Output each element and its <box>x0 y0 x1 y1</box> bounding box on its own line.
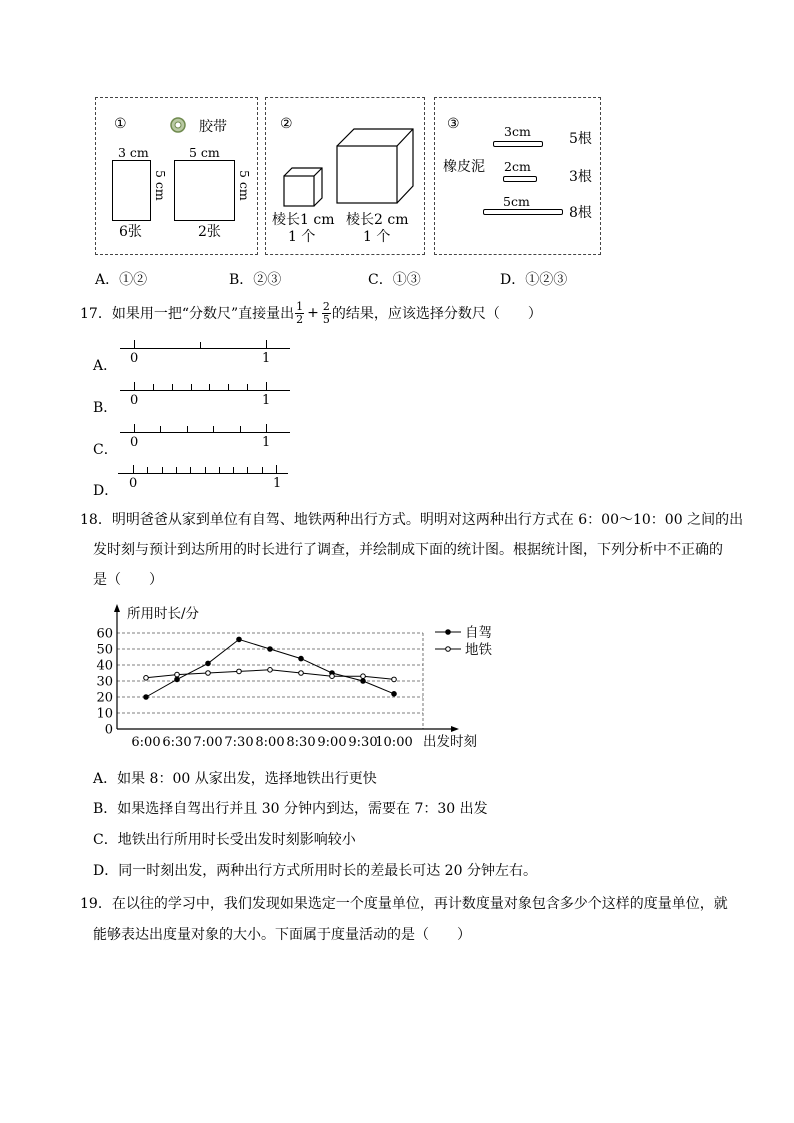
ruler-tick <box>162 467 163 473</box>
ruler-tick <box>213 426 214 432</box>
ruler-option-b[interactable] <box>93 380 303 416</box>
x-tick-label: 10:00 <box>375 735 413 750</box>
legend-label: 地铁 <box>465 642 492 658</box>
ruler-tick <box>153 384 154 390</box>
q16-option-b[interactable]: B．②③ <box>229 272 282 288</box>
ruler-tick <box>187 426 188 432</box>
y-tick-label: 0 <box>104 722 113 738</box>
ruler-b-one: 1 <box>262 393 271 408</box>
ruler-tick <box>200 342 201 348</box>
ruler-tick <box>266 340 267 348</box>
data-point <box>144 676 149 681</box>
data-point <box>392 677 397 682</box>
ruler-tick <box>176 467 177 473</box>
data-point <box>175 672 180 677</box>
x-tick-label: 8:30 <box>286 735 316 750</box>
ruler-tick <box>134 340 135 348</box>
stick-length-3cm: 3cm <box>504 124 531 139</box>
q17-plus: + <box>307 305 319 321</box>
small-rect-top-label: 3 cm <box>118 145 149 160</box>
q16-option-a[interactable]: A．①② <box>95 272 148 288</box>
big-cube-count: 1 个 <box>363 229 391 245</box>
ruler-d-one: 1 <box>273 476 282 491</box>
data-point <box>330 674 335 679</box>
ruler-tick <box>233 467 234 473</box>
stick-5cm <box>483 209 563 215</box>
y-tick-label: 40 <box>96 658 113 674</box>
chart-legend <box>435 625 492 658</box>
ruler-tick <box>266 382 267 390</box>
x-tick-label: 7:30 <box>224 735 254 750</box>
box3-number: ③ <box>447 116 460 132</box>
ruler-d-zero: 0 <box>129 476 138 491</box>
small-rect-count: 6张 <box>119 224 142 240</box>
travel-time-line-chart <box>93 600 493 750</box>
x-tick-label: 6:30 <box>162 735 192 750</box>
x-tick-label: 9:30 <box>348 735 378 750</box>
chart-x-axis-label: 出发时刻 <box>423 734 477 750</box>
ruler-tick <box>219 467 220 473</box>
frac2-denominator: 5 <box>322 312 330 326</box>
y-tick-label: 60 <box>96 626 113 642</box>
ruler-tick <box>172 384 173 390</box>
q16-option-c[interactable]: C．①③ <box>368 272 421 288</box>
frac2-numerator: 2 <box>322 299 330 313</box>
ruler-tick <box>134 382 135 390</box>
y-axis-arrow <box>114 604 120 612</box>
small-cube <box>284 168 322 206</box>
data-point <box>206 671 211 676</box>
ruler-tick <box>209 384 210 390</box>
chart-x-tick-labels <box>131 735 412 750</box>
stick-3cm <box>493 141 543 147</box>
ruler-tick <box>205 467 206 473</box>
q17-fraction-2 <box>322 301 331 326</box>
box1-number: ① <box>114 116 127 132</box>
q19-stem-line-2: 能够表达出度量对象的大小。下面属于度量活动的是（ ） <box>93 927 471 943</box>
data-point <box>144 695 149 700</box>
y-tick-label: 30 <box>96 674 113 690</box>
q17-suffix: 的结果，应该选择分数尺（ ） <box>331 306 542 322</box>
material-box-3 <box>434 97 601 255</box>
y-tick-label: 50 <box>96 642 113 658</box>
data-point <box>299 656 304 661</box>
q19-stem-line-1: 19．在以往的学习中，我们发现如果选定一个度量单位，再计数度量对象包含多少个这样的度量单位，就 <box>80 896 728 912</box>
data-point <box>268 647 273 652</box>
big-cube-label: 棱长2 cm <box>346 212 409 228</box>
ruler-b-zero: 0 <box>130 393 139 408</box>
q18-option-a[interactable]: A．如果 8：00 从家出发，选择地铁出行更快 <box>93 771 377 787</box>
big-cube <box>337 129 413 203</box>
ruler-tick <box>147 467 148 473</box>
small-cube-label: 棱长1 cm <box>272 212 335 228</box>
ruler-d-label: D． <box>93 483 119 499</box>
big-rect-count: 2张 <box>198 224 221 240</box>
ruler-d-baseline <box>118 473 288 474</box>
data-point <box>361 679 366 684</box>
legend-label: 自驾 <box>465 625 492 641</box>
ruler-tick <box>133 465 134 473</box>
ruler-c-label: C． <box>93 442 118 458</box>
ruler-a-label: A． <box>93 358 118 374</box>
ruler-tick <box>191 384 192 390</box>
chart-y-axis-label: 所用时长/分 <box>127 606 200 622</box>
data-point <box>237 669 242 674</box>
material-box-1 <box>95 97 258 255</box>
stick-count-2cm: 3根 <box>569 169 592 185</box>
x-axis-arrow <box>451 726 459 732</box>
small-rectangle <box>112 160 151 221</box>
data-point <box>237 637 242 642</box>
y-tick-label: 20 <box>96 690 113 706</box>
ruler-tick <box>266 424 267 432</box>
ruler-tick <box>190 467 191 473</box>
q18-stem-line-2: 发时刻与预计到达所用的时长进行了调查，并绘制成下面的统计图。根据统计图，下列分析中不正确的 <box>93 542 723 558</box>
ruler-tick <box>240 426 241 432</box>
chart-series <box>144 637 397 699</box>
q17-fraction-1 <box>295 301 304 326</box>
ruler-c-baseline <box>120 432 290 433</box>
ruler-tick <box>247 384 248 390</box>
ruler-tick <box>228 384 229 390</box>
x-tick-label: 8:00 <box>255 735 285 750</box>
ruler-tick <box>134 424 135 432</box>
q18-stem-line-1: 18．明明爸爸从家到单位有自驾、地铁两种出行方式。明明对这两种出行方式在 6：00～10：00 之间的出 <box>80 512 744 528</box>
ruler-tick <box>276 465 277 473</box>
data-point <box>206 661 211 666</box>
ruler-a-one: 1 <box>262 351 271 366</box>
ruler-b-baseline <box>120 390 290 391</box>
ruler-option-a[interactable] <box>93 338 303 374</box>
q18-option-c[interactable]: C．地铁出行所用时长受出发时刻影响较小 <box>93 832 356 848</box>
frac1-numerator: 1 <box>296 299 304 313</box>
q17-prefix: 17．如果用一把“分数尺”直接量出 <box>80 306 295 322</box>
q18-stem-line-3: 是（ ） <box>93 572 163 588</box>
data-point <box>361 674 366 679</box>
clay-label: 橡皮泥 <box>443 159 485 175</box>
tape-label: 胶带 <box>199 119 227 135</box>
ruler-option-d[interactable] <box>93 463 303 499</box>
ruler-b-label: B． <box>93 400 118 416</box>
q17-stem <box>80 297 542 329</box>
stick-2cm <box>503 176 537 182</box>
ruler-tick <box>262 467 263 473</box>
stick-count-5cm: 8根 <box>569 205 592 221</box>
data-point <box>175 677 180 682</box>
x-tick-label: 6:00 <box>131 735 161 750</box>
ruler-option-c[interactable] <box>93 422 303 458</box>
small-rect-side-label: 5 cm <box>153 170 168 201</box>
big-rectangle <box>174 160 235 221</box>
stick-length-5cm: 5cm <box>503 194 530 209</box>
q16-option-d[interactable]: D．①②③ <box>500 272 568 288</box>
frac1-denominator: 2 <box>296 312 304 326</box>
ruler-tick <box>247 467 248 473</box>
chart-y-tick-labels <box>96 627 113 738</box>
stick-count-3cm: 5根 <box>569 131 592 147</box>
data-point <box>268 668 273 673</box>
stick-length-2cm: 2cm <box>504 159 531 174</box>
box2-number: ② <box>280 116 293 132</box>
ruler-c-one: 1 <box>262 435 271 450</box>
data-point <box>392 692 397 697</box>
q18-option-b[interactable]: B．如果选择自驾出行并且 30 分钟内到达，需要在 7：30 出发 <box>93 801 488 817</box>
legend-marker <box>446 630 451 635</box>
material-box-2 <box>265 97 425 255</box>
x-tick-label: 9:00 <box>317 735 347 750</box>
ruler-a-zero: 0 <box>130 351 139 366</box>
legend-marker <box>446 647 451 652</box>
ruler-c-zero: 0 <box>130 435 139 450</box>
x-tick-label: 7:00 <box>193 735 223 750</box>
tape-icon <box>169 116 187 138</box>
ruler-a-baseline <box>120 348 290 349</box>
q18-option-d[interactable]: D．同一时刻出发，两种出行方式所用时长的差最长可达 20 分钟左右。 <box>93 863 537 879</box>
small-cube-count: 1 个 <box>288 229 316 245</box>
big-rect-top-label: 5 cm <box>189 145 220 160</box>
data-point <box>299 671 304 676</box>
ruler-tick <box>160 426 161 432</box>
y-tick-label: 10 <box>96 706 113 722</box>
big-rect-side-label: 5 cm <box>237 170 252 201</box>
